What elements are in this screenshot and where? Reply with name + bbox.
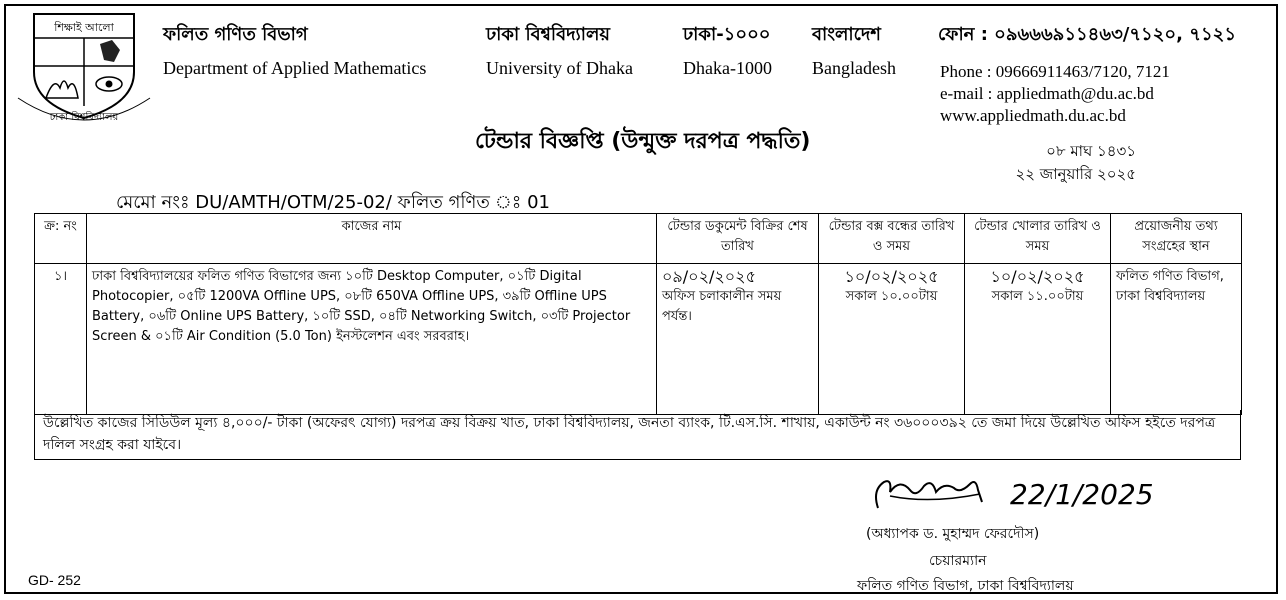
col-sale-date: টেন্ডার ডকুমেন্ট বিক্রির শেষ তারিখ [657,214,819,264]
open-date: ১০/০২/২০২৫ [990,267,1085,286]
signatory-name: (অধ্যাপক ড. মুহাম্মদ ফেরদৌস) [866,526,1040,542]
svg-text:শিক্ষাই আলো: শিক্ষাই আলো [54,21,114,34]
country-bn: বাংলাদেশ [812,24,881,45]
close-time: সকাল ১০.০০টায় [845,289,938,304]
cell-close [819,264,965,415]
handwritten-signature [870,468,1270,524]
table-header-row [35,214,1242,264]
memo-number: মেমো নংঃ DU/AMTH/OTM/25-02/ ফলিত গণিত ঃ 01 [116,192,551,213]
schedule-note: উল্লেখিত কাজের সিডিউল মূল্য ৪,০০০/- টাকা (অফেরৎ যোগ্য) দরপত্র ক্রয় বিক্রয় খাত, ঢাকা বিশ্ববিদ্যালয়, জনতা ব্যাংক, টি.এস.সি. শাখায়, একাউন্ট নং ৩৬০০০৩৯২ তে জমা দিয়ে উল্লেখিত অফিস হইতে দরপত্র দলিল সংগ্রহ করা যাইবে। [34,410,1241,460]
city-en: Dhaka-1000 [683,58,772,78]
website: www.appliedmath.du.ac.bd [940,106,1126,125]
city-bn: ঢাকা-১০০০ [683,24,771,45]
phone-en: Phone : 09666911463/7120, 7121 [940,62,1170,81]
date-gregorian: ২২ জানুয়ারি ২০২৫ [1015,165,1136,183]
table-row [35,264,1242,415]
email: e-mail : appliedmath@du.ac.bd [940,84,1154,103]
cell-serial: ১। [35,264,87,415]
cell-sale [657,264,819,415]
signatory-designation: চেয়ারম্যান [929,553,987,569]
col-work-name: কাজের নাম [87,214,657,264]
col-info-place: প্রয়োজনীয় তথ্য সংগ্রহের স্থান [1111,214,1242,264]
svg-text:ঢাকা বিশ্ববিদ্যালয়: ঢাকা বিশ্ববিদ্যালয় [49,112,119,122]
tender-table [34,213,1242,415]
dept-name-bn: ফলিত গণিত বিভাগ [163,24,308,45]
cell-work: ঢাকা বিশ্ববিদ্যালয়ের ফলিত গণিত বিভাগের জন্য ১০টি Desktop Computer, ০১টি Digital Photocopier, ০৫টি 1200VA Offline UPS, ০৮টি 650VA Offline UPS, ৩৯টি Offline UPS Battery, ০৬টি Online UPS Battery, ১০টি SSD, ০৪টি Networking Switch, ০৩টি Projector Screen & ০১টি Air Condition (5.0 Ton) ইনস্টলেশন এবং সরবরাহ। [87,264,657,415]
phone-bn: ফোন : ০৯৬৬৬৯১১৪৬৩/৭১২০, ৭১২১ [938,24,1237,45]
close-date: ১০/০২/২০২৫ [844,267,939,286]
dept-name-en: Department of Applied Mathematics [163,58,427,78]
cell-open [965,264,1111,415]
sale-note: অফিস চলাকালীন সময় পর্যন্ত। [662,289,782,324]
signatory-office: ফলিত গণিত বিভাগ, ঢাকা বিশ্ববিদ্যালয় [857,578,1074,594]
col-box-close: টেন্ডার বক্স বন্ধের তারিখ ও সময় [819,214,965,264]
open-time: সকাল ১১.০০টায় [991,289,1084,304]
date-bangla-calendar: ০৮ মাঘ ১৪৩১ [1046,142,1136,160]
country-en: Bangladesh [812,58,896,78]
col-serial: ক্র: নং [35,214,87,264]
col-opening: টেন্ডার খোলার তারিখ ও সময় [965,214,1111,264]
university-logo [14,10,154,122]
gd-code: GD- 252 [28,572,81,588]
notice-title: টেন্ডার বিজ্ঞপ্তি (উন্মুক্ত দরপত্র পদ্ধতি) [475,129,811,154]
cell-place: ফলিত গণিত বিভাগ, ঢাকা বিশ্ববিদ্যালয় [1111,264,1242,415]
sale-date: ০৯/০২/২০২৫ [662,267,756,286]
signature-date: 22/1/2025 [1010,478,1154,511]
univ-name-bn: ঢাকা বিশ্ববিদ্যালয় [486,24,611,45]
univ-name-en: University of Dhaka [486,58,633,78]
